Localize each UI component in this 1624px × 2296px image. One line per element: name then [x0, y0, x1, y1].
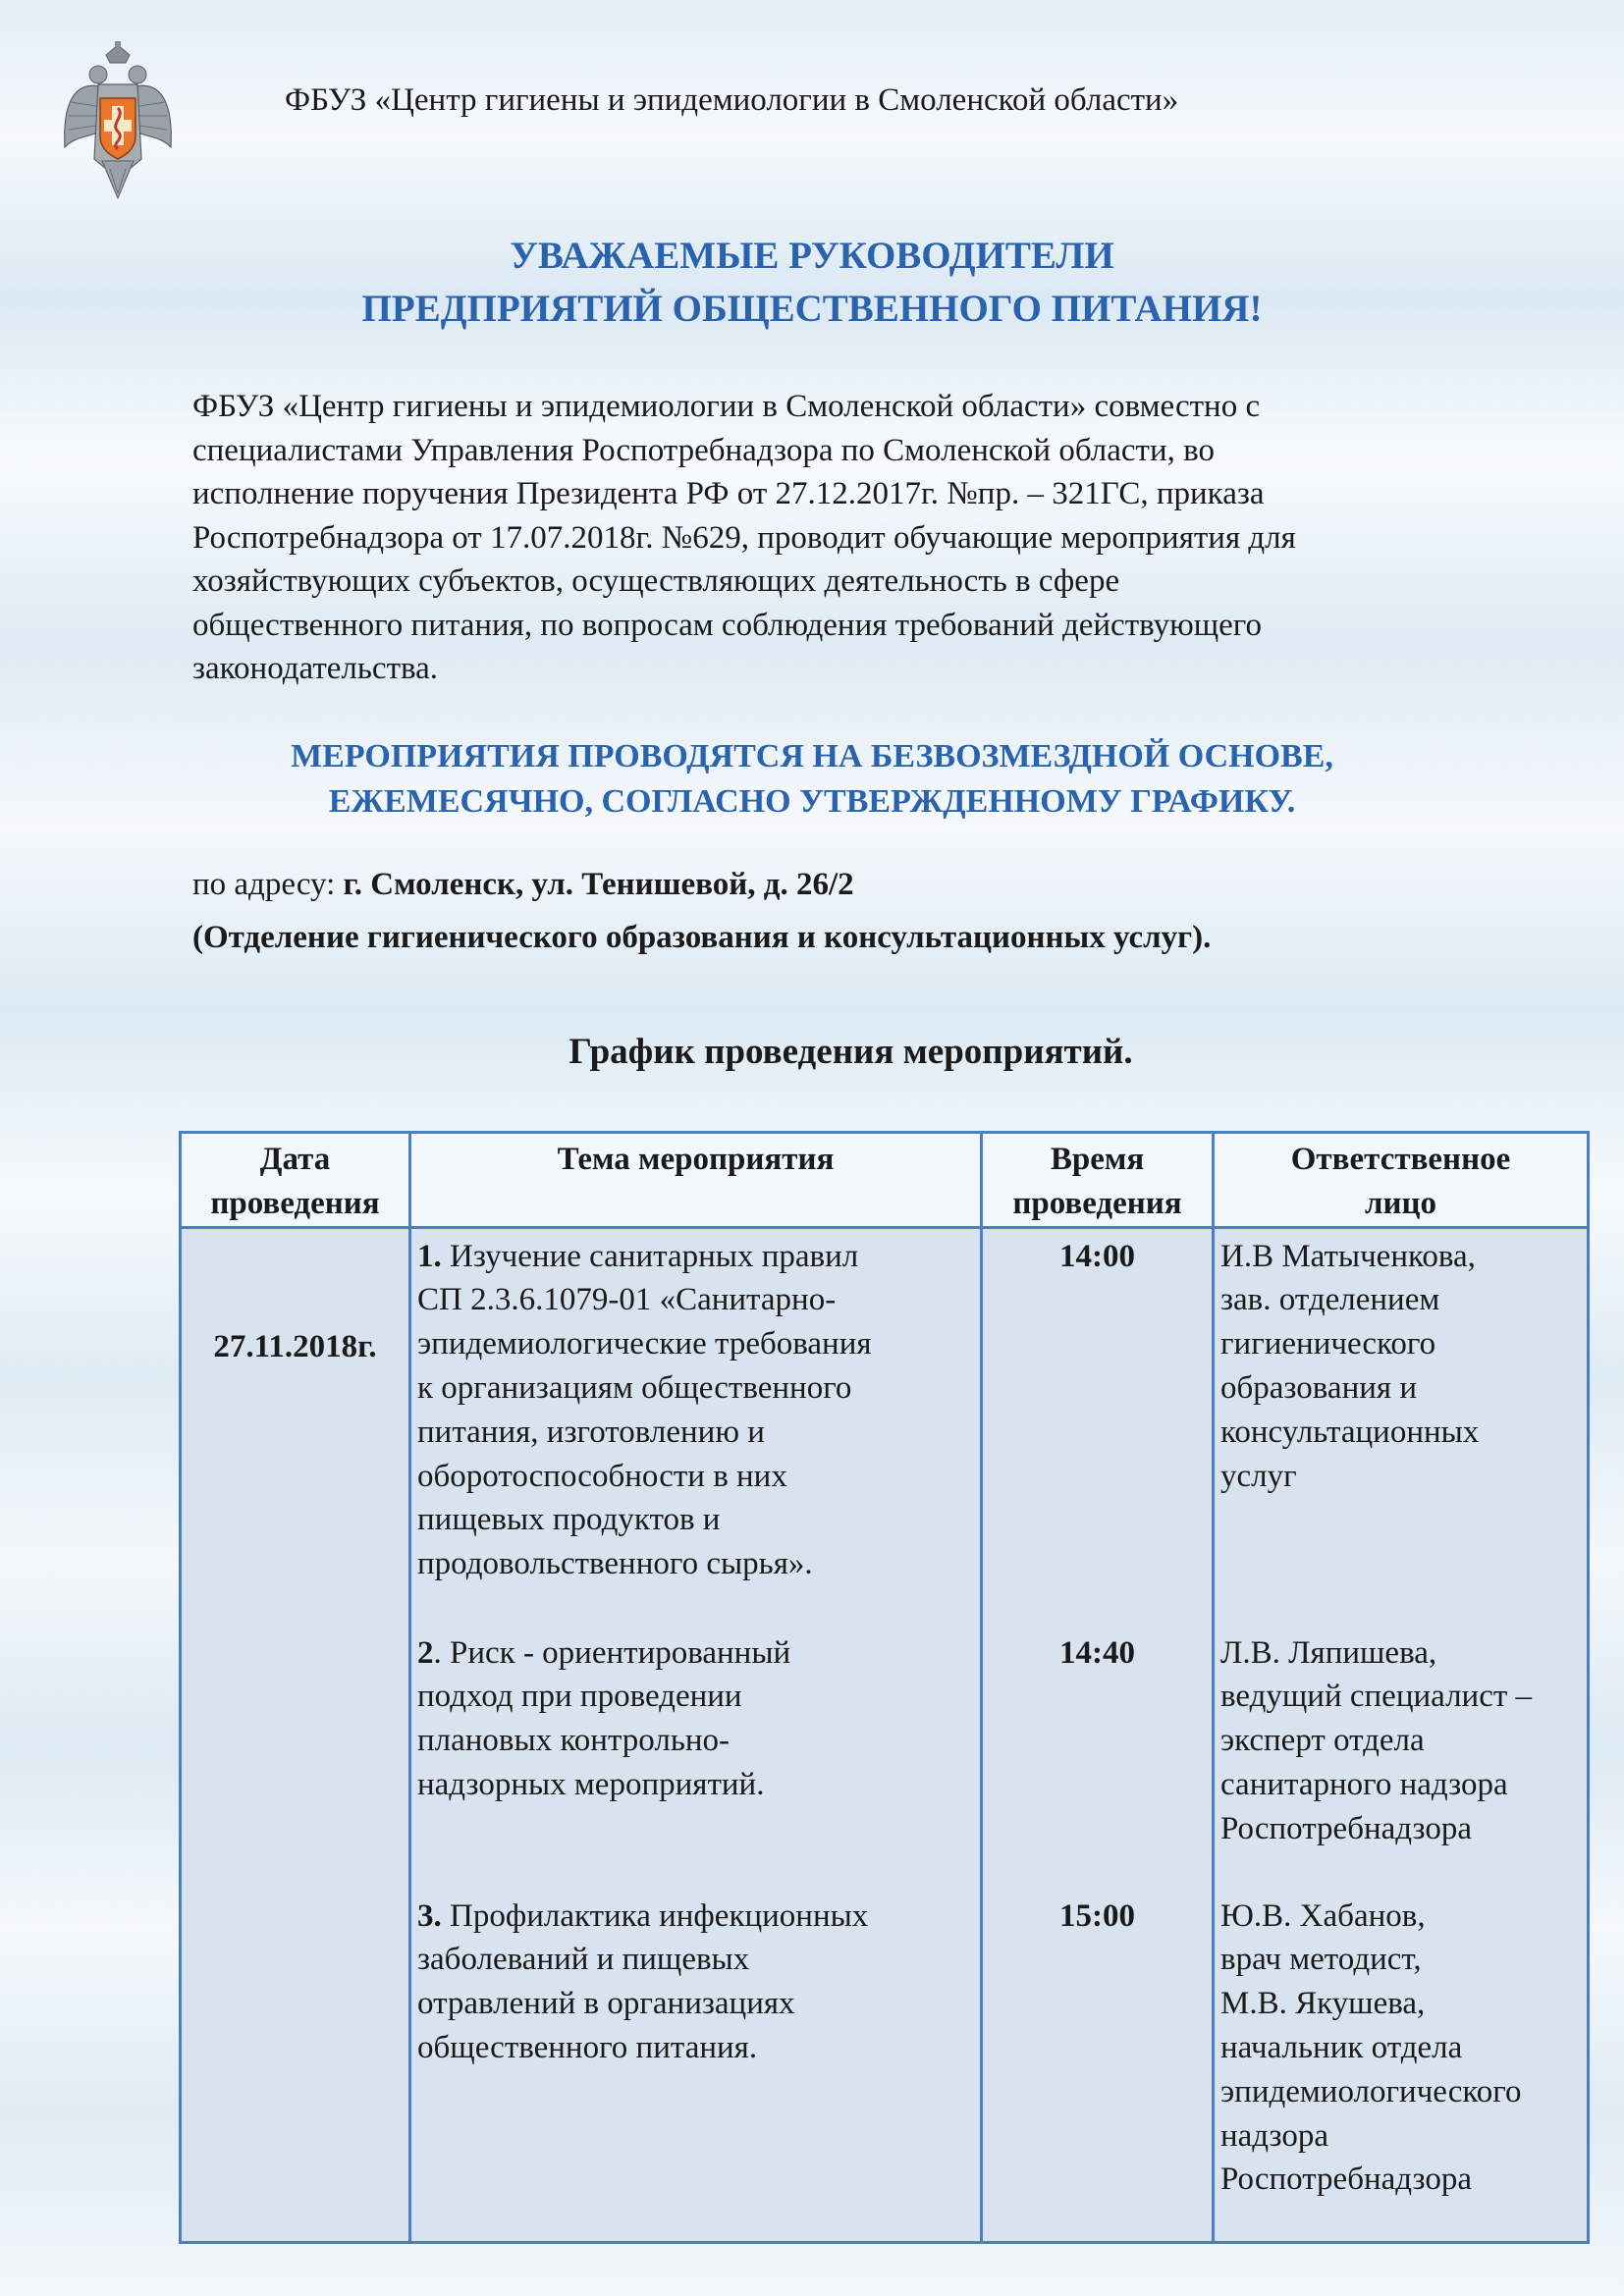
intro-line: хозяйствующих субъектов, осуществляющих деятельность в сфере	[192, 563, 1120, 599]
topic-item-3: 3. Профилактика инфекционных заболеваний и пищевых отравлений в организациях общественного питания.	[417, 1897, 869, 2065]
person-item-2: Л.В. Ляпишева, ведущий специалист – эксперт отдела санитарного надзора Роспотребнадзора	[1220, 1634, 1533, 1846]
intro-paragraph	[192, 385, 1567, 691]
title-line-1: УВАЖАЕМЫЕ РУКОВОДИТЕЛИ	[510, 235, 1114, 277]
schedule-table	[179, 1131, 1590, 2244]
organization-header: ФБУЗ «Центр гигиены и эпидемиологии в Смоленской области»	[285, 82, 1179, 118]
topic-item-2: 2. Риск - ориентированный подход при проведении плановых контрольно- надзорных мероприятий.	[417, 1634, 791, 1802]
header-time: Время проведения	[982, 1133, 1214, 1228]
header-topic: Тема мероприятия	[410, 1133, 982, 1228]
intro-line: Роспотребнадзора от 17.07.2018г. №629, проводит обучающие мероприятия для	[192, 519, 1296, 556]
intro-line: специалистами Управления Роспотребнадзора по Смоленской области, во	[192, 432, 1215, 468]
person-cell	[1214, 1227, 1589, 2242]
free-of-charge-notice-line-1: МЕРОПРИЯТИЯ ПРОВОДЯТСЯ НА БЕЗВОЗМЕЗДНОЙ ОСНОВЕ,	[291, 738, 1333, 774]
table-row	[181, 1227, 1589, 2242]
header-person: Ответственное лицо	[1214, 1133, 1589, 1228]
intro-line: исполнение поручения Президента РФ от 27.12.2017г. №пр. – 321ГС, приказа	[192, 476, 1265, 511]
department-line: (Отделение гигиенического образования и консультационных услуг).	[192, 920, 1212, 955]
intro-line: ФБУЗ «Центр гигиены и эпидемиологии в Смоленской области» совместно с	[192, 389, 1261, 424]
schedule-title: График проведения мероприятий.	[568, 1032, 1133, 1072]
topic-cell	[410, 1227, 982, 2242]
person-item-1: И.В Матыченкова, зав. отделением гигиенического образования и консультационных услуг	[1220, 1238, 1480, 1494]
time-item-3: 15:00	[1059, 1897, 1135, 1934]
intro-line: законодательства.	[192, 651, 439, 686]
time-item-2: 14:40	[1059, 1634, 1135, 1671]
topic-item-1: 1. Изучение санитарных правил СП 2.3.6.1079-01 «Санитарно- эпидемиологические требования к организациям общественного питания, изготовлению и оборотоспособности в них пищевых продуктов и продовольственного сырья».	[417, 1238, 872, 1582]
coat-of-arms-emblem-icon	[61, 41, 175, 204]
address-value: г. Смоленск, ул. Тенишевой, д. 26/2	[343, 867, 854, 902]
header-date: Дата проведения	[181, 1133, 410, 1228]
intro-line: общественного питания, по вопросам соблюдения требований действующего	[192, 607, 1262, 643]
time-cell	[982, 1227, 1214, 2242]
title-line-2: ПРЕДПРИЯТИЙ ОБЩЕСТВЕННОГО ПИТАНИЯ!	[361, 288, 1263, 330]
time-item-1: 14:00	[1059, 1238, 1135, 1274]
address-prefix: по адресу:	[192, 867, 344, 902]
address-line	[192, 867, 854, 903]
free-of-charge-notice-line-2: ЕЖЕМЕСЯЧНО, СОГЛАСНО УТВЕРЖДЕННОМУ ГРАФИКУ.	[328, 783, 1296, 820]
date-cell: 27.11.2018г.	[181, 1227, 410, 2242]
table-header-row	[181, 1133, 1589, 1228]
person-item-3: Ю.В. Хабанов, врач методист, М.В. Якушева, начальник отдела эпидемиологического надзора Роспотребнадзора	[1220, 1897, 1522, 2198]
